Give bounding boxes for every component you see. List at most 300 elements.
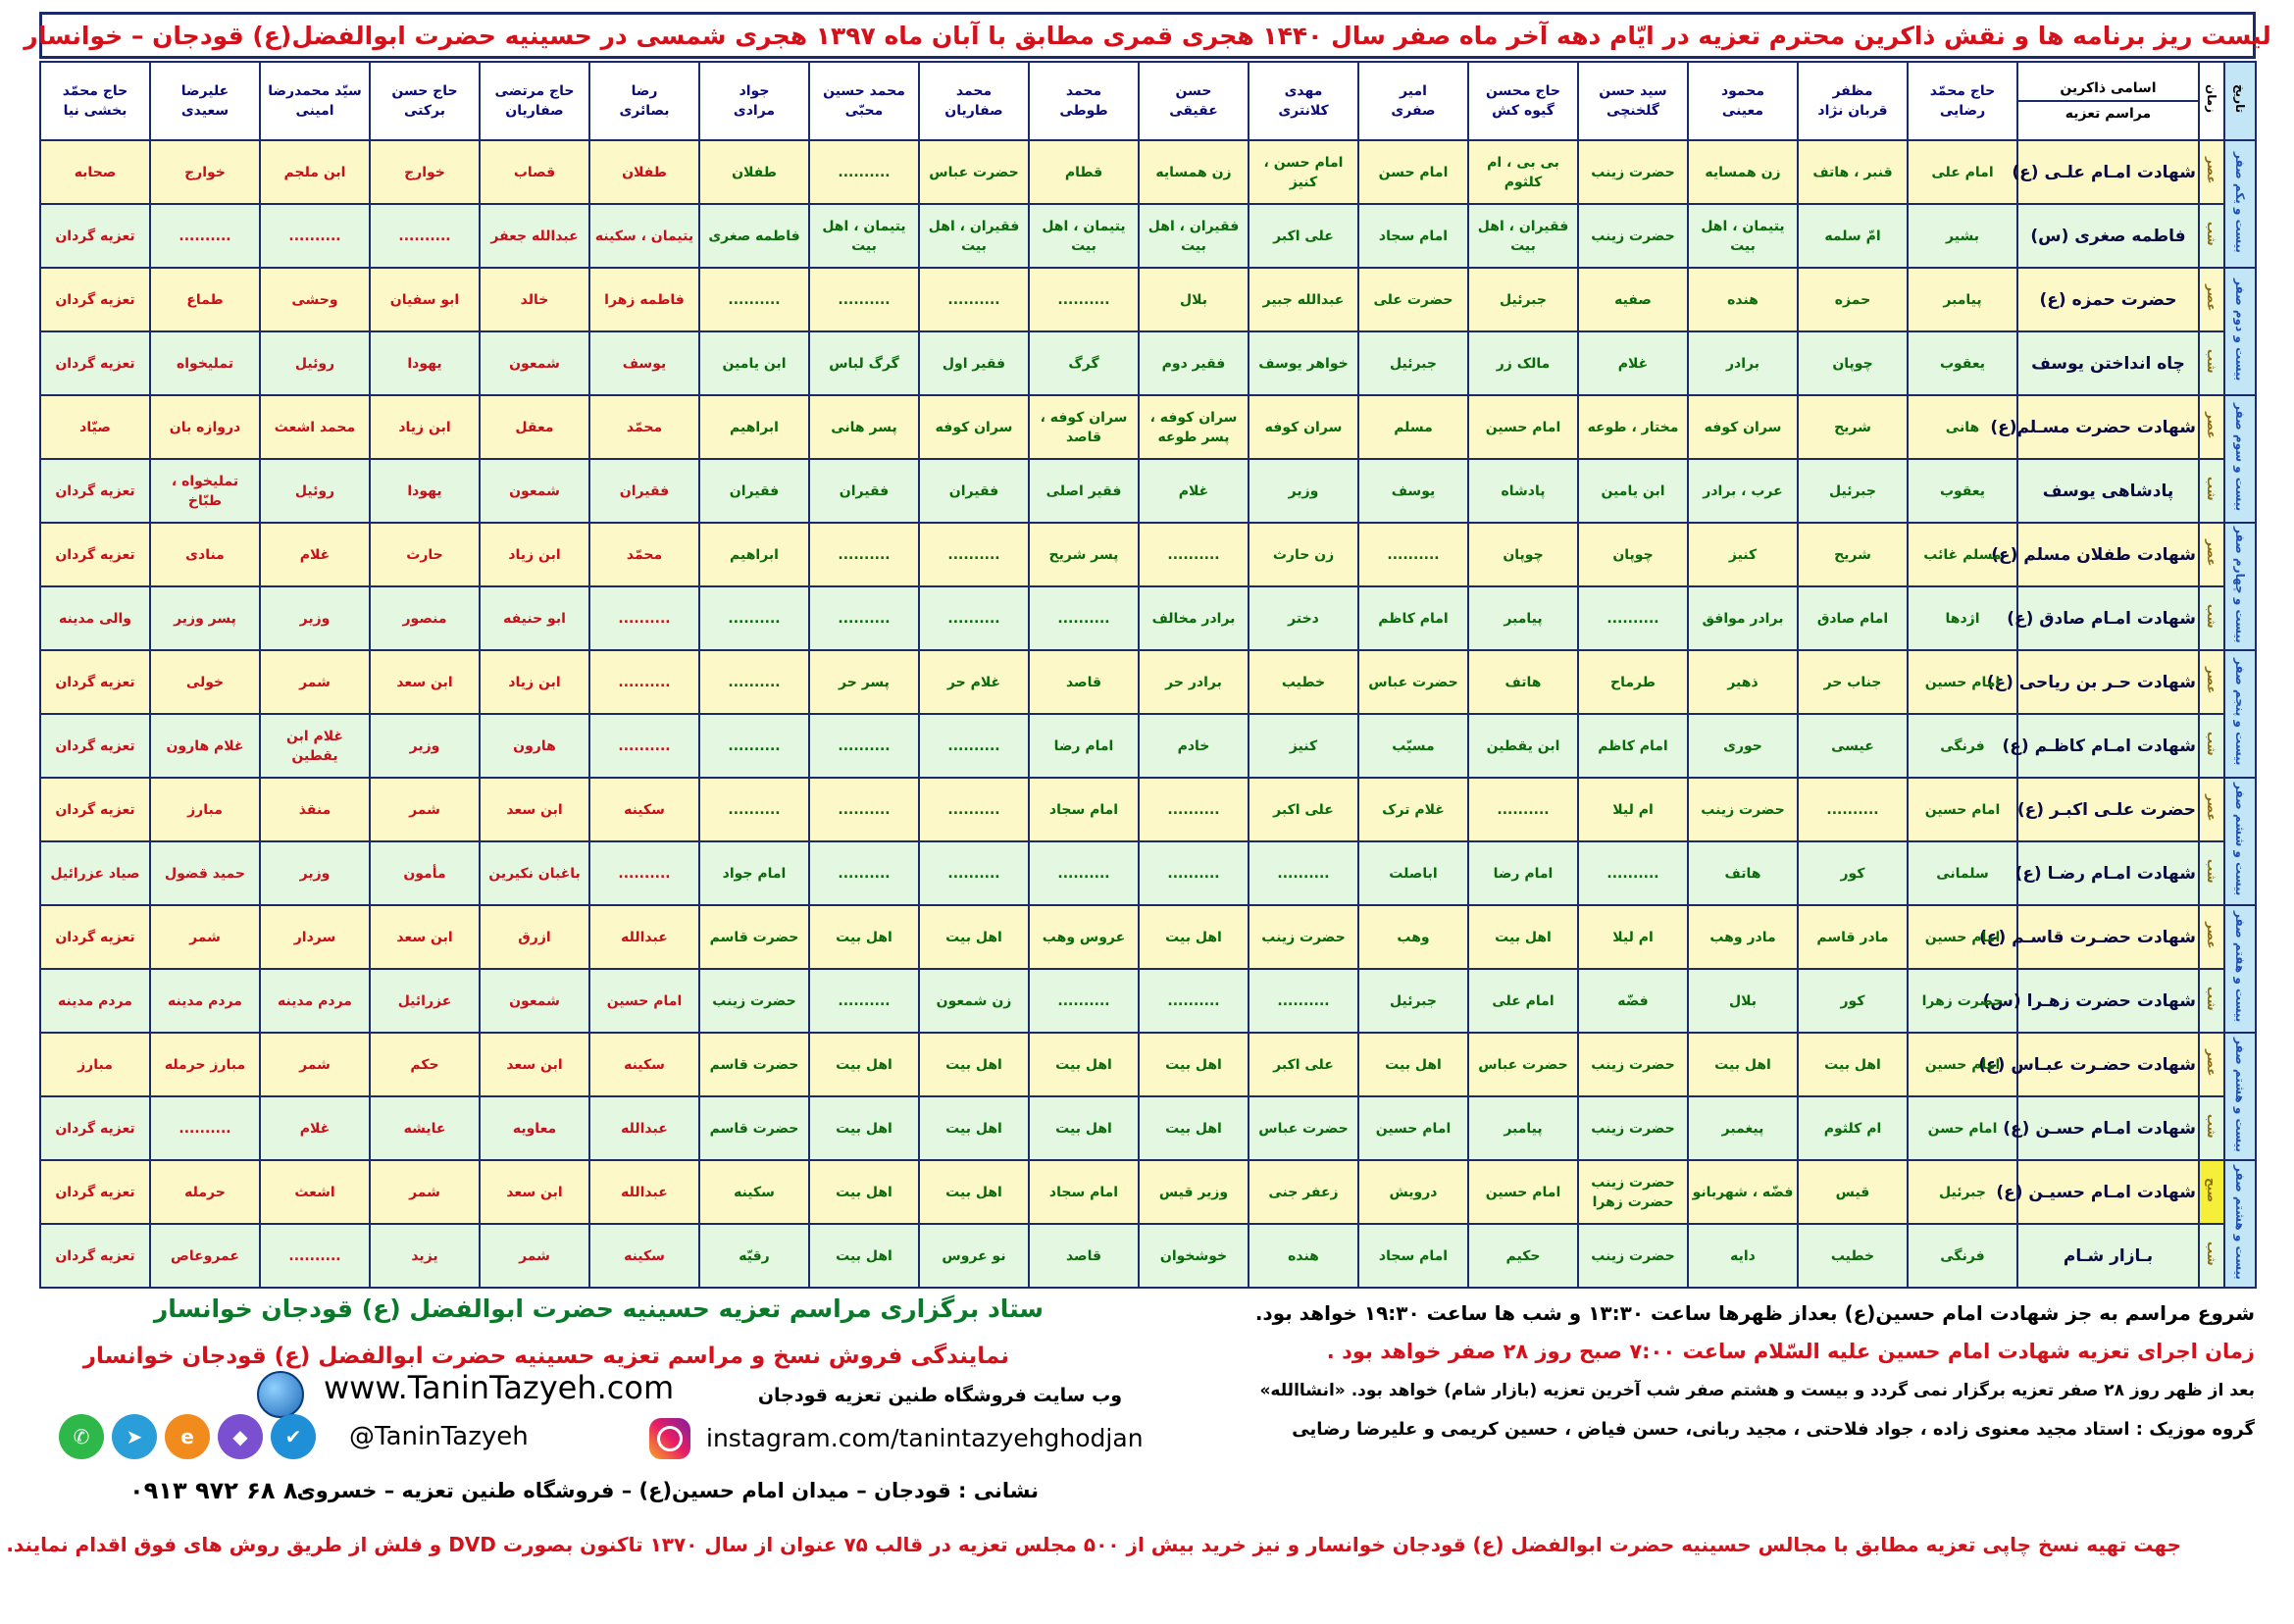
time-label: شب xyxy=(2205,222,2218,246)
role-cell xyxy=(260,523,370,586)
role-text: وزیر xyxy=(1288,482,1319,499)
time-label: عصر xyxy=(2205,411,2218,439)
role-text: برادر حر xyxy=(1165,674,1222,690)
role-cell xyxy=(370,586,480,650)
role-cell xyxy=(1908,778,2017,841)
role-text: حضرت زینب xyxy=(1591,228,1675,244)
role-text: روئیل xyxy=(294,355,335,372)
role-cell xyxy=(260,204,370,268)
website-link[interactable]: www.TaninTazyeh.com xyxy=(324,1369,675,1406)
role-cell xyxy=(1029,905,1139,969)
role-cell xyxy=(1358,204,1468,268)
role-cell xyxy=(1029,650,1139,714)
telegram-icon[interactable]: ➤ xyxy=(112,1414,157,1459)
role-text: امام صادق xyxy=(1816,610,1889,627)
date-label: بیست و هفتم صفر xyxy=(2233,911,2247,1023)
role-text: غلام هارون xyxy=(166,737,244,754)
role-text: امام حسن ، کنیز xyxy=(1263,154,1344,190)
role-text: .......... xyxy=(838,865,891,882)
performer-header xyxy=(1249,62,1358,140)
role-cell xyxy=(260,1160,370,1224)
date-label: بیست و پنجم صفر xyxy=(2233,658,2247,766)
role-text: اشعث xyxy=(294,1184,335,1200)
role-cell xyxy=(1029,1224,1139,1288)
role-text: اهل بیت xyxy=(1385,1056,1442,1073)
role-cell xyxy=(1249,778,1358,841)
role-cell xyxy=(699,140,809,204)
role-cell xyxy=(260,1033,370,1096)
role-text: تعزیه گردان xyxy=(55,801,135,818)
social-handle[interactable]: @TaninTazyeh xyxy=(349,1422,529,1451)
role-text: ازرق xyxy=(518,929,551,945)
whatsapp-icon[interactable]: ✆ xyxy=(59,1414,104,1459)
role-text: حضرت قاسم xyxy=(709,929,799,945)
role-text: حضرت زینب حضرت زهرا xyxy=(1591,1174,1675,1210)
ceremony-title: شهادت حضرت مسـلم(ع) xyxy=(2017,395,2199,459)
role-text: طرماح xyxy=(1610,674,1656,690)
role-text: غلام xyxy=(1617,355,1649,372)
role-cell xyxy=(1139,395,1249,459)
header-row xyxy=(40,62,2256,140)
role-cell xyxy=(1908,523,2017,586)
role-cell xyxy=(40,331,150,395)
role-cell xyxy=(1029,331,1139,395)
date-cell xyxy=(2224,140,2256,268)
role-text: .......... xyxy=(1606,865,1659,882)
role-text: امام حسین xyxy=(1924,801,2001,818)
ceremony-title: چاه انداختن یوسف xyxy=(2017,331,2199,395)
role-cell xyxy=(1029,459,1139,523)
role-cell xyxy=(1139,586,1249,650)
role-text: علی اکبر xyxy=(1273,1056,1334,1073)
role-cell xyxy=(370,905,480,969)
performer-first-name: محمد xyxy=(1065,83,1102,99)
role-text: تعزیه گردان xyxy=(55,929,135,945)
role-text: .......... xyxy=(1167,546,1220,563)
performer-last-name: صفری xyxy=(1391,103,1436,119)
role-cell xyxy=(919,395,1029,459)
role-text: حضرت عباس xyxy=(1478,1056,1568,1073)
role-cell xyxy=(1029,969,1139,1033)
role-text: هانی xyxy=(1945,419,1980,435)
role-text: .......... xyxy=(618,610,671,627)
performer-last-name: سعیدی xyxy=(180,103,229,119)
role-cell xyxy=(809,204,919,268)
ceremony-title: فاطمه صغری (س) xyxy=(2017,204,2199,268)
time-cell xyxy=(2199,1033,2224,1096)
role-cell xyxy=(699,268,809,331)
role-text: جبرئیل xyxy=(1829,482,1876,499)
time-label: شب xyxy=(2205,604,2218,629)
role-text: عبدالله جبیر xyxy=(1262,291,1345,308)
performer-last-name: صفاریان xyxy=(505,103,564,119)
role-cell xyxy=(1578,523,1688,586)
role-cell xyxy=(150,841,260,905)
performer-header xyxy=(699,62,809,140)
role-cell xyxy=(480,650,589,714)
role-cell xyxy=(40,1096,150,1160)
ceremony-title: شهادت امـام علـی (ع) xyxy=(2017,140,2199,204)
role-text: .......... xyxy=(1387,546,1440,563)
role-text: امام کاظم xyxy=(1598,737,1668,754)
role-text: امام علی xyxy=(1931,164,1994,180)
role-text: غلام ابن یقطین xyxy=(286,728,343,764)
footer-agency: نمایندگی فروش نسخ و مراسم تعزیه حسینیه حضرت ابوالفضل (ع) قودجان خوانسار xyxy=(82,1344,1009,1369)
instagram-icon[interactable] xyxy=(649,1418,690,1459)
role-text: یتیمان ، اهل بیت xyxy=(822,218,906,254)
role-text: زن حارث xyxy=(1272,546,1335,563)
role-cell xyxy=(1139,650,1249,714)
role-cell xyxy=(1688,586,1798,650)
role-cell xyxy=(1688,1033,1798,1096)
role-cell xyxy=(1358,523,1468,586)
role-text: غلام حر xyxy=(946,674,1001,690)
role-text: یعقوب xyxy=(1939,355,1986,372)
role-text: امام حسین xyxy=(1485,419,1561,435)
role-text: شمر xyxy=(519,1247,550,1264)
performer-last-name: گلخنچی xyxy=(1606,103,1659,119)
role-cell xyxy=(480,331,589,395)
role-cell xyxy=(1798,331,1908,395)
role-text: اهل بیت xyxy=(1165,1056,1222,1073)
role-cell xyxy=(1358,1033,1468,1096)
role-cell xyxy=(699,523,809,586)
role-text: عیسی xyxy=(1831,737,1874,754)
role-text: امام حسن xyxy=(1378,164,1449,180)
role-cell xyxy=(1908,1224,2017,1288)
role-text: .......... xyxy=(838,291,891,308)
role-text: خواهر یوسف xyxy=(1258,355,1349,372)
role-cell xyxy=(919,714,1029,778)
time-cell xyxy=(2199,331,2224,395)
role-text: ام کلثوم xyxy=(1823,1120,1882,1137)
role-cell xyxy=(919,268,1029,331)
role-cell xyxy=(1139,1224,1249,1288)
role-text: محمّد xyxy=(626,419,663,435)
role-cell xyxy=(1798,1033,1908,1096)
role-cell xyxy=(1468,459,1578,523)
role-text: پیغمبر xyxy=(1721,1120,1764,1137)
role-cell xyxy=(480,714,589,778)
role-cell xyxy=(919,1224,1029,1288)
role-cell xyxy=(919,140,1029,204)
role-text: ابراهیم xyxy=(730,546,779,563)
role-cell xyxy=(809,841,919,905)
role-text: امام سجاد xyxy=(1378,228,1449,244)
date-cell xyxy=(2224,523,2256,650)
role-cell xyxy=(1139,778,1249,841)
role-text: ابن زیاد xyxy=(508,546,561,563)
role-cell xyxy=(1029,778,1139,841)
role-cell xyxy=(809,1033,919,1096)
role-text: مبارز xyxy=(77,1056,113,1073)
role-text: اهل بیت xyxy=(945,1120,1002,1137)
role-text: روئیل xyxy=(294,482,335,499)
role-cell xyxy=(699,778,809,841)
role-text: ام لیلا xyxy=(1612,801,1654,818)
role-cell xyxy=(1249,841,1358,905)
role-text: قاصد xyxy=(1065,674,1102,690)
role-cell xyxy=(40,841,150,905)
role-text: .......... xyxy=(728,291,781,308)
role-cell xyxy=(150,1224,260,1288)
role-cell xyxy=(260,331,370,395)
role-text: زن شمعون xyxy=(936,992,1012,1009)
ceremony-title: شهادت امـام صادق (ع) xyxy=(2017,586,2199,650)
role-cell xyxy=(1468,1224,1578,1288)
role-text: صفیه xyxy=(1614,291,1652,308)
header-date-label: تاریخ xyxy=(2233,84,2247,114)
role-text: .......... xyxy=(1057,610,1110,627)
footer-address: نشانی : قودجان – میدان امام حسین(ع) – فروشگاه طنین تعزیه – خسروی xyxy=(296,1479,1039,1502)
role-text: سران کوفه xyxy=(1704,419,1782,435)
role-text: امام سجاد xyxy=(1048,1184,1119,1200)
role-text: امام سجاد xyxy=(1378,1247,1449,1264)
role-cell xyxy=(150,268,260,331)
role-cell xyxy=(260,969,370,1033)
performer-last-name: عقیقی xyxy=(1169,103,1218,119)
role-cell xyxy=(1468,331,1578,395)
role-text: فاطمه زهرا xyxy=(604,291,685,308)
role-cell xyxy=(1688,714,1798,778)
schedule-row xyxy=(40,1224,2256,1288)
schedule-row xyxy=(40,523,2256,586)
role-text: عایشه xyxy=(403,1120,446,1137)
role-cell xyxy=(589,778,699,841)
role-text: هاتف xyxy=(1724,865,1761,882)
role-text: ابو حنیفه xyxy=(503,610,566,627)
role-text: چوپان xyxy=(1832,355,1873,372)
time-label: عصر xyxy=(2205,793,2218,822)
role-cell xyxy=(40,459,150,523)
date-label: بیست و چهارم صفر xyxy=(2233,526,2247,643)
role-cell xyxy=(809,395,919,459)
role-cell xyxy=(260,905,370,969)
role-cell xyxy=(589,1033,699,1096)
ceremony-title: شهادت امـام حسـن (ع) xyxy=(2017,1096,2199,1160)
time-cell xyxy=(2199,778,2224,841)
role-cell xyxy=(1908,204,2017,268)
role-text: عبدالله xyxy=(621,1120,668,1137)
role-text: فرنگی xyxy=(1940,737,1985,754)
role-text: علی اکبر xyxy=(1273,228,1334,244)
role-cell xyxy=(919,586,1029,650)
role-text: .......... xyxy=(728,610,781,627)
role-text: محمد اشعث xyxy=(274,419,356,435)
footer-start-time: شروع مراسم به جز شهادت امام حسین(ع) بعداز ظهرها ساعت ۱۳:۳۰ و شب ها ساعت ۱۹:۳۰ خواهد بود. xyxy=(1254,1301,2255,1325)
role-text: ابن زیاد xyxy=(398,419,451,435)
role-text: تعزیه گردان xyxy=(55,737,135,754)
role-cell xyxy=(40,204,150,268)
role-text: شمر xyxy=(299,674,331,690)
role-text: حضرت قاسم xyxy=(709,1056,799,1073)
role-cell xyxy=(150,140,260,204)
role-cell xyxy=(1798,650,1908,714)
role-text: امام رضا xyxy=(1053,737,1114,754)
soroush-icon[interactable]: ✔ xyxy=(271,1414,316,1459)
role-cell xyxy=(1249,1033,1358,1096)
role-cell xyxy=(260,714,370,778)
role-text: اهل بیت xyxy=(945,1184,1002,1200)
role-text: یهودا xyxy=(407,482,442,499)
role-cell xyxy=(919,331,1029,395)
role-cell xyxy=(809,1160,919,1224)
role-text: هنده xyxy=(1727,291,1759,308)
time-cell xyxy=(2199,1160,2224,1224)
role-text: سلمانی xyxy=(1936,865,1989,882)
role-cell xyxy=(1688,395,1798,459)
role-text: قاصد xyxy=(1065,1247,1102,1264)
role-cell xyxy=(150,1033,260,1096)
role-cell xyxy=(1908,459,2017,523)
role-text: اهل بیت xyxy=(836,1247,892,1264)
role-cell xyxy=(1798,714,1908,778)
role-cell xyxy=(1578,268,1688,331)
role-cell xyxy=(1358,395,1468,459)
ceremony-title: شهادت امـام رضـا (ع) xyxy=(2017,841,2199,905)
role-cell xyxy=(1358,586,1468,650)
role-cell xyxy=(919,1096,1029,1160)
role-text: مختار ، طوعه xyxy=(1587,419,1679,435)
role-cell xyxy=(1249,523,1358,586)
performer-header xyxy=(1358,62,1468,140)
performer-header xyxy=(589,62,699,140)
ceremony-title: شهادت حضـرت عبـاس (ع) xyxy=(2017,1033,2199,1096)
role-text: دایه xyxy=(1730,1247,1756,1264)
performer-first-name: رضا xyxy=(631,83,658,99)
schedule-row xyxy=(40,714,2256,778)
role-cell xyxy=(370,523,480,586)
role-cell xyxy=(150,331,260,395)
performer-header xyxy=(260,62,370,140)
role-cell xyxy=(1688,1096,1798,1160)
role-text: وزیر xyxy=(299,610,331,627)
role-cell xyxy=(1468,204,1578,268)
role-cell xyxy=(1029,1096,1139,1160)
role-cell xyxy=(260,586,370,650)
role-text: رقیّه xyxy=(739,1247,770,1264)
role-cell xyxy=(699,459,809,523)
date-label: بیست و دوم صفر xyxy=(2233,278,2247,381)
instagram-link[interactable]: instagram.com/tanintazyehghodjan xyxy=(706,1424,1144,1452)
role-text: فقیران ، اهل بیت xyxy=(928,218,1020,254)
role-text: والی مدینه xyxy=(58,610,131,627)
role-text: غلام xyxy=(299,1120,331,1137)
role-cell xyxy=(1468,1096,1578,1160)
role-cell xyxy=(919,523,1029,586)
role-cell xyxy=(919,841,1029,905)
role-text: فقیر دوم xyxy=(1161,355,1226,372)
role-text: اهل بیت xyxy=(836,929,892,945)
role-text: تملیخواه ، طبّاخ xyxy=(171,473,239,509)
performer-first-name: حسن xyxy=(1175,83,1212,99)
role-cell xyxy=(1358,778,1468,841)
role-text: فقیران ، اهل بیت xyxy=(1477,218,1569,254)
eitaa-icon[interactable]: e xyxy=(165,1414,210,1459)
role-cell xyxy=(1578,905,1688,969)
role-text: تعزیه گردان xyxy=(55,355,135,372)
role-text: کنیز xyxy=(1289,737,1318,754)
performer-last-name: معینی xyxy=(1721,103,1764,119)
role-cell xyxy=(1468,586,1578,650)
role-cell xyxy=(809,459,919,523)
role-cell xyxy=(589,204,699,268)
role-text: مسیّب xyxy=(1392,737,1435,754)
role-text: فقیران xyxy=(619,482,670,499)
time-cell xyxy=(2199,1096,2224,1160)
role-text: قیس xyxy=(1835,1184,1870,1200)
schedule-row xyxy=(40,395,2256,459)
date-label: بیست و یکم صفر xyxy=(2233,151,2247,253)
role-cell xyxy=(1029,268,1139,331)
role-cell xyxy=(699,395,809,459)
role-text: دختر xyxy=(1288,610,1319,627)
role-text: طماع xyxy=(186,291,224,308)
role-text: ابن سعد xyxy=(396,674,453,690)
role-cell xyxy=(589,969,699,1033)
role-cell xyxy=(589,714,699,778)
role-text: ابن یامین xyxy=(722,355,787,372)
role-cell xyxy=(699,841,809,905)
role-text: خوشخوان xyxy=(1159,1247,1228,1264)
role-text: اهل بیت xyxy=(1714,1056,1771,1073)
role-text: تعزیه گردان xyxy=(55,228,135,244)
social-icons xyxy=(59,1414,316,1459)
role-text: ابراهیم xyxy=(730,419,779,435)
role-cell xyxy=(1029,523,1139,586)
role-cell xyxy=(699,714,809,778)
performer-first-name: علیرضا xyxy=(180,83,229,99)
role-text: .......... xyxy=(728,737,781,754)
role-cell xyxy=(1688,204,1798,268)
role-text: پادشاه xyxy=(1501,482,1546,499)
time-label: شب xyxy=(2205,859,2218,884)
performer-first-name: حاج محسن xyxy=(1486,83,1560,99)
role-cell xyxy=(1139,268,1249,331)
role-cell xyxy=(1029,1033,1139,1096)
role-text: حارث xyxy=(406,546,443,563)
role-cell xyxy=(699,1224,809,1288)
role-cell xyxy=(40,650,150,714)
performer-last-name: بصائری xyxy=(619,103,670,119)
ceremony-title: بـازار شـام xyxy=(2017,1224,2199,1288)
role-text: بی بی ، ام کلثوم xyxy=(1487,154,1559,190)
rubika-icon[interactable]: ◆ xyxy=(218,1414,263,1459)
role-cell xyxy=(150,1096,260,1160)
ceremony-title: شهادت حضرت زهـرا (س) xyxy=(2017,969,2199,1033)
role-text: امام حسین xyxy=(1924,1056,2001,1073)
role-cell xyxy=(480,395,589,459)
schedule-row xyxy=(40,778,2256,841)
role-text: ابن یقطین xyxy=(1486,737,1560,754)
role-text: سران کوفه xyxy=(935,419,1013,435)
performer-first-name: مهدی xyxy=(1284,83,1323,99)
role-cell xyxy=(1029,841,1139,905)
role-cell xyxy=(1358,1096,1468,1160)
role-text: اهل بیت xyxy=(1055,1120,1112,1137)
role-cell xyxy=(150,1160,260,1224)
role-cell xyxy=(1798,1096,1908,1160)
role-text: غلام xyxy=(1178,482,1209,499)
role-text: .......... xyxy=(838,992,891,1009)
role-cell xyxy=(370,140,480,204)
role-text: خطیب xyxy=(1830,1247,1875,1264)
role-cell xyxy=(370,331,480,395)
role-cell xyxy=(919,459,1029,523)
role-text: .......... xyxy=(1057,865,1110,882)
performer-first-name: امیر xyxy=(1400,83,1427,99)
date-cell xyxy=(2224,1160,2256,1288)
